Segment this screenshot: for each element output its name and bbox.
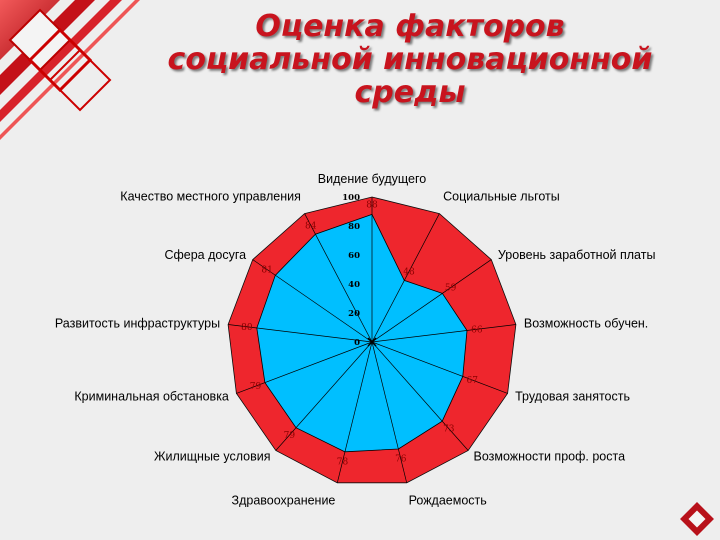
r-tick-label: 20 xyxy=(348,309,360,319)
title-line: Оценка факторов xyxy=(255,9,565,44)
data-label: 84 xyxy=(304,221,317,232)
title-line: социальной инновационной xyxy=(167,42,653,77)
r-tick-label: 80 xyxy=(348,222,360,232)
category-label: Возможность обучен. xyxy=(523,316,649,331)
category-label: Жилищные условия xyxy=(153,449,271,464)
data-label: 79 xyxy=(283,431,296,442)
category-label: Возможности проф. роста xyxy=(473,449,626,464)
data-label: 88 xyxy=(366,200,378,211)
category-label: Трудовая занятость xyxy=(515,389,631,404)
data-label: 67 xyxy=(466,376,478,386)
category-label: Развитость инфраструктуры xyxy=(54,316,221,331)
r-tick-label: 0 xyxy=(354,338,360,348)
title-line: среды xyxy=(354,75,466,110)
category-label: Рождаемость xyxy=(408,493,487,508)
data-label: 76 xyxy=(395,454,407,465)
r-tick-label: 100 xyxy=(342,193,360,203)
r-tick-label: 60 xyxy=(348,251,360,261)
r-tick-label: 40 xyxy=(348,280,360,290)
data-label: 78 xyxy=(336,457,349,468)
data-label: 80 xyxy=(241,322,253,333)
data-label: 48 xyxy=(403,267,415,278)
data-label: 66 xyxy=(471,325,483,336)
category-label: Социальные льготы xyxy=(443,189,560,204)
data-label: 79 xyxy=(249,382,262,393)
category-label: Видение будущего xyxy=(317,172,427,186)
data-label: 81 xyxy=(261,265,273,276)
data-label: 73 xyxy=(443,424,455,435)
category-label: Здравоохранение xyxy=(231,493,336,508)
category-label: Уровень заработной платы xyxy=(497,248,656,263)
category-label: Криминальная обстановка xyxy=(74,389,229,404)
category-label: Сфера досуга xyxy=(164,248,247,263)
category-label: Качество местного управления xyxy=(120,189,301,204)
data-label: 59 xyxy=(444,283,457,294)
